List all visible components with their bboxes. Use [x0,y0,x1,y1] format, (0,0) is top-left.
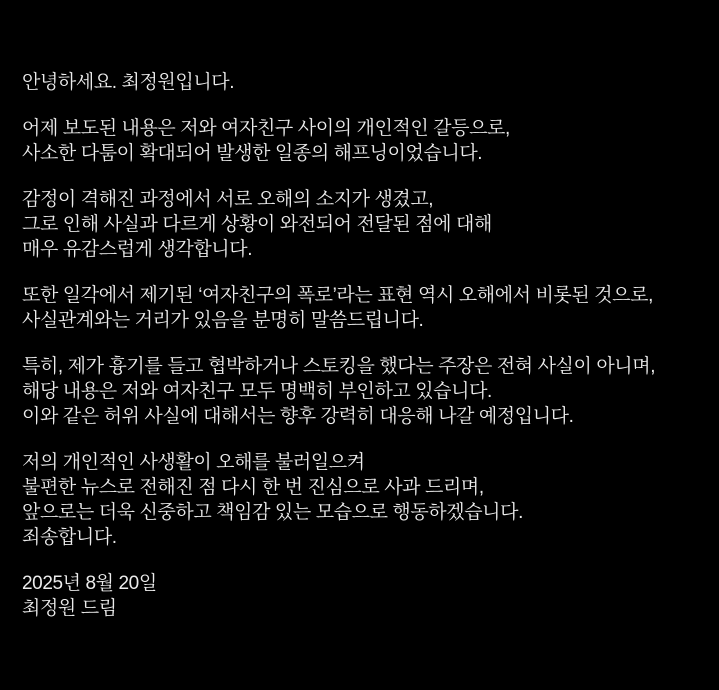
statement-line: 또한 일각에서 제기된 ‘여자친구의 폭로’라는 표현 역시 오해에서 비롯된 것으로, [22,285,653,306]
statement-line: 앞으로는 더욱 신중하고 책임감 있는 모습으로 행동하겠습니다. [22,502,523,523]
statement-paragraph [22,283,701,333]
statement-paragraph [22,450,701,550]
closing-block [22,571,701,621]
statement-line: 저의 개인적인 사생활이 오해를 불러일으켜 [22,452,365,473]
statement-date: 2025년 8월 20일 [22,573,157,594]
greeting [22,70,701,95]
statement-line: 불편한 뉴스로 전해진 점 다시 한 번 진심으로 사과 드리며, [22,477,484,498]
statement-paragraph [22,187,701,262]
statement-line: 사실관계와는 거리가 있음을 분명히 말씀드립니다. [22,310,424,331]
statement-paragraph [22,354,701,429]
statement-line: 어제 보도된 내용은 저와 여자친구 사이의 개인적인 갈등으로, [22,118,510,139]
statement-line: 그로 인해 사실과 다르게 상황이 와전되어 전달된 점에 대해 [22,214,492,235]
statement-paragraph [22,116,701,166]
statement-line: 해당 내용은 저와 여자친구 모두 명백히 부인하고 있습니다. [22,381,492,402]
statement-line: 특히, 제가 흉기를 들고 협박하거나 스토킹을 했다는 주장은 전혀 사실이 아니며, [22,356,656,377]
statement-line: 이와 같은 허위 사실에 대해서는 향후 강력히 대응해 나갈 예정입니다. [22,406,574,427]
statement-line: 매우 유감스럽게 생각합니다. [22,239,253,260]
statement-line: 감정이 격해진 과정에서 서로 오해의 소지가 생겼고, [22,189,434,210]
statement-date-signature [22,571,701,621]
statement-line: 사소한 다툼이 확대되어 발생한 일종의 해프닝이었습니다. [22,143,483,164]
statement-signature: 최정원 드림 [22,598,117,619]
statement-line: 죄송합니다. [22,527,117,548]
greeting-text: 안녕하세요. 최정원입니다. [22,72,235,93]
